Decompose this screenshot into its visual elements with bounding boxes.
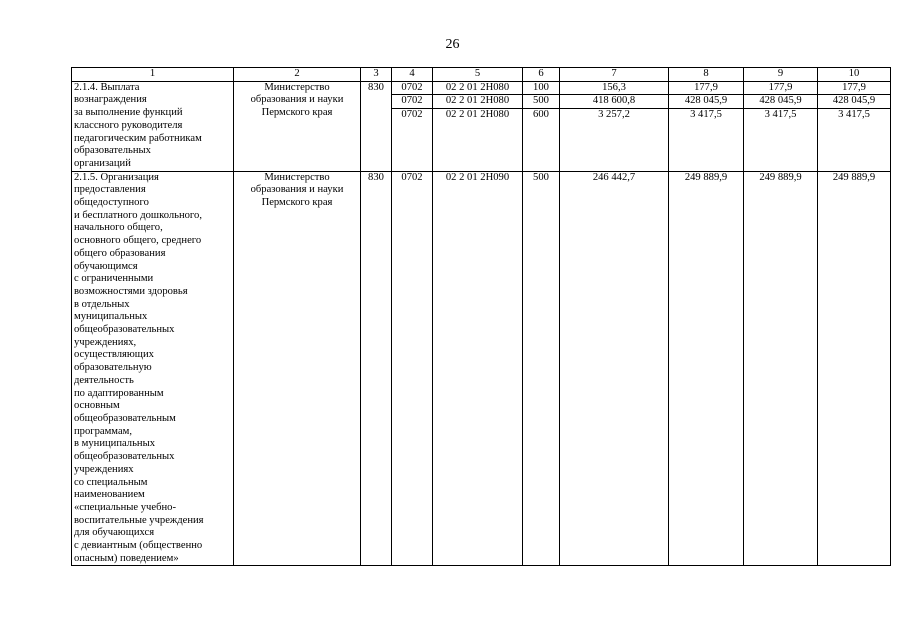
grbs-cell: 830 <box>361 171 392 566</box>
row-description <box>72 81 234 171</box>
description-line: организаций <box>74 157 131 169</box>
table-row <box>72 81 891 171</box>
description-line: 2.1.4. Выплата <box>74 81 140 93</box>
header-cell: 4 <box>392 68 433 82</box>
v4-value: 249 889,9 <box>832 171 876 183</box>
v3-value: 3 417,5 <box>764 109 797 121</box>
rzpr-cell <box>392 81 433 171</box>
description-line: деятельность <box>74 374 134 386</box>
rzpr-value: 0702 <box>392 95 433 109</box>
vr-value: 500 <box>523 95 560 109</box>
description-line: осуществляющих <box>74 349 154 361</box>
header-cell: 10 <box>818 68 891 82</box>
description-line: основного общего, среднего <box>74 235 202 247</box>
page-number: 26 <box>445 37 460 52</box>
description-line: опасным) поведением» <box>74 552 179 564</box>
table-header-row <box>72 68 891 82</box>
description-line: обучающимся <box>74 260 138 272</box>
v4-cell <box>818 171 891 566</box>
ministry-line: Министерство <box>264 81 330 93</box>
description-line: общеобразовательных <box>74 451 175 463</box>
v1-value: 418 600,8 <box>560 95 669 109</box>
v2-value: 428 045,9 <box>669 95 744 109</box>
ministry-cell <box>234 81 361 171</box>
v3-value: 249 889,9 <box>759 171 802 183</box>
description-line: и бесплатного дошкольного, <box>74 209 202 221</box>
vr-value: 500 <box>533 171 549 183</box>
description-line: с девиантным (общественно <box>74 540 203 552</box>
description-line: для обучающихся <box>74 527 155 539</box>
v3-cell <box>744 171 818 566</box>
header-cell: 3 <box>361 68 392 82</box>
description-line: общеобразовательным <box>74 412 176 424</box>
description-line: со специальным <box>74 476 148 488</box>
vr-cell <box>523 171 560 566</box>
v3-value: 177,9 <box>744 82 818 96</box>
header-cell: 1 <box>72 68 234 82</box>
v1-value: 3 257,2 <box>598 109 630 121</box>
description-line: в отдельных <box>74 298 130 310</box>
ministry-line: образования и науки <box>250 184 344 196</box>
description-line: с ограниченными <box>74 273 154 285</box>
header-cell: 8 <box>669 68 744 82</box>
v4-value: 177,9 <box>818 82 891 96</box>
description-line: общедоступного <box>74 197 149 209</box>
vr-value: 100 <box>523 82 560 96</box>
v4-cell <box>818 81 891 171</box>
vr-value: 600 <box>533 109 549 121</box>
description-line: общеобразовательных <box>74 324 175 336</box>
ministry-line: Пермского края <box>261 197 333 209</box>
header-cell: 2 <box>234 68 361 82</box>
description-line: программам, <box>74 425 132 437</box>
csr-value: 02 2 01 2Н080 <box>433 95 523 109</box>
description-line: наименованием <box>74 489 145 501</box>
table-row <box>72 171 891 566</box>
header-cell: 9 <box>744 68 818 82</box>
v2-value: 249 889,9 <box>684 171 728 183</box>
ministry-line: Министерство <box>264 171 330 183</box>
v4-value: 428 045,9 <box>818 95 891 109</box>
description-line: предоставления <box>74 184 146 196</box>
v1-value: 246 442,7 <box>592 171 636 183</box>
ministry-line: Пермского края <box>261 107 333 119</box>
description-line: педагогическим работникам <box>74 132 202 144</box>
rzpr-value: 0702 <box>401 171 423 183</box>
description-line: муниципальных <box>74 311 148 323</box>
header-cell: 5 <box>433 68 523 82</box>
v3-cell <box>744 81 818 171</box>
grbs-cell: 830 <box>361 81 392 171</box>
csr-cell <box>433 171 523 566</box>
header-cell: 7 <box>560 68 669 82</box>
description-line: основным <box>74 400 120 412</box>
rzpr-value: 0702 <box>401 109 423 121</box>
ministry-cell <box>234 171 361 566</box>
description-line: классного руководителя <box>74 119 183 131</box>
v2-cell <box>669 81 744 171</box>
v3-value: 428 045,9 <box>744 95 818 109</box>
description-line: учреждениях <box>74 463 134 475</box>
description-line: общего образования <box>74 247 166 259</box>
description-line: образовательную <box>74 362 152 374</box>
description-line: 2.1.5. Организация <box>74 171 159 183</box>
v1-cell <box>560 81 669 171</box>
rzpr-cell <box>392 171 433 566</box>
vr-cell <box>523 81 560 171</box>
header-cell: 6 <box>523 68 560 82</box>
description-line: вознаграждения <box>74 94 147 106</box>
description-line: за выполнение функций <box>74 107 183 119</box>
description-line: по адаптированным <box>74 387 164 399</box>
description-line: учреждениях, <box>74 336 137 348</box>
csr-value: 02 2 01 2Н080 <box>445 109 510 121</box>
rzpr-value: 0702 <box>392 82 433 96</box>
v2-cell <box>669 171 744 566</box>
description-line: образовательных <box>74 145 151 157</box>
v1-value: 156,3 <box>560 82 669 96</box>
v1-cell <box>560 171 669 566</box>
description-line: начального общего, <box>74 222 163 234</box>
description-line: в муниципальных <box>74 438 155 450</box>
description-line: возможностями здоровья <box>74 285 188 297</box>
csr-value: 02 2 01 2Н090 <box>445 171 510 183</box>
ministry-line: образования и науки <box>250 94 344 106</box>
description-line: воспитательные учреждения <box>74 514 204 526</box>
v2-value: 177,9 <box>669 82 744 96</box>
csr-cell <box>433 81 523 171</box>
v4-value: 3 417,5 <box>838 109 870 121</box>
row-description <box>72 171 234 566</box>
csr-value: 02 2 01 2Н080 <box>433 82 523 96</box>
budget-table <box>71 67 891 566</box>
v2-value: 3 417,5 <box>690 109 722 121</box>
description-line: «специальные учебно- <box>74 501 176 513</box>
